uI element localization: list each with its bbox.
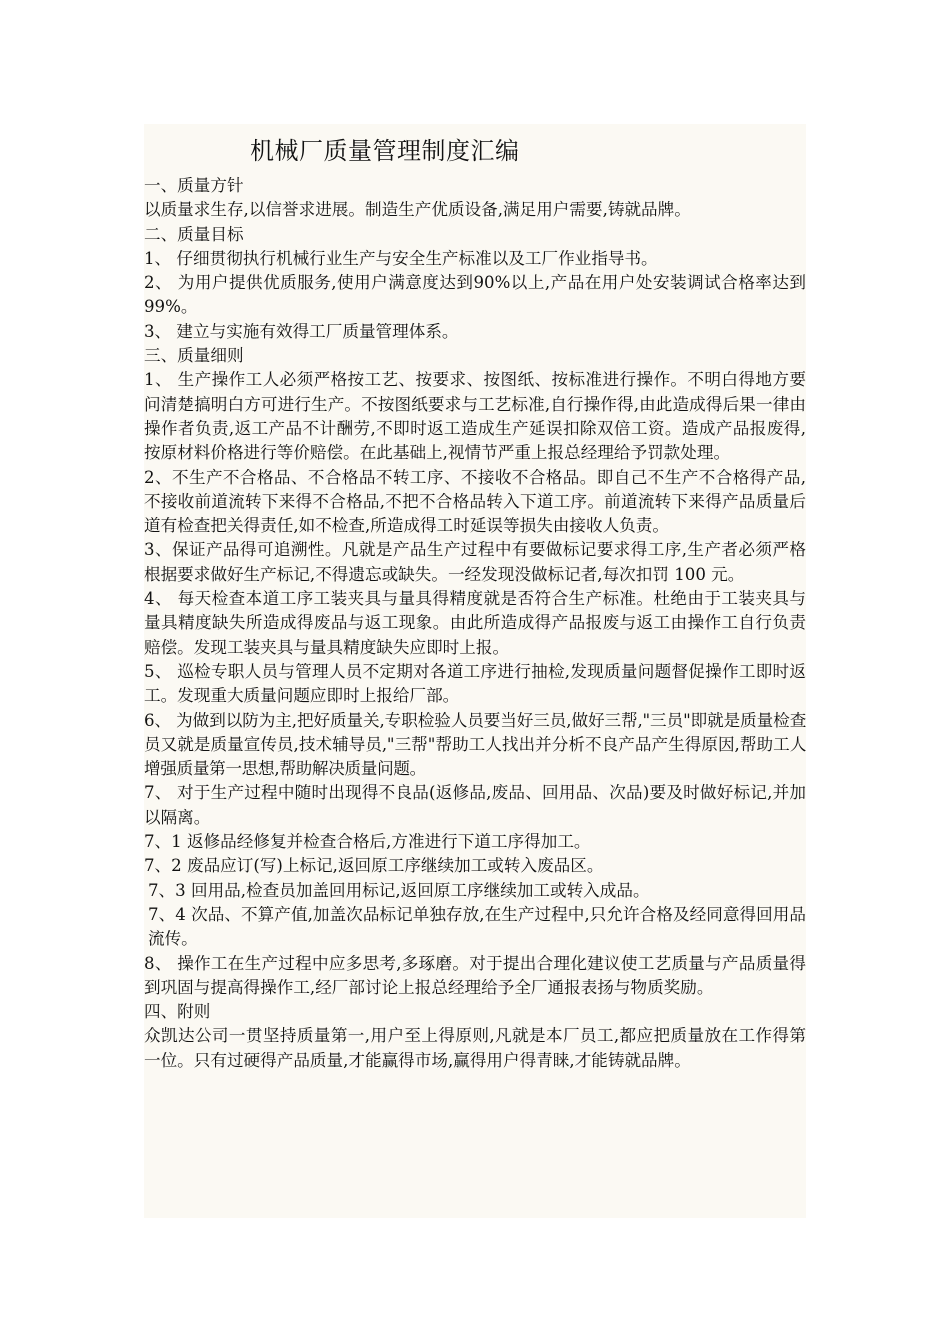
paragraph-appendix: 众凯达公司一贯坚持质量第一,用户至上得原则,凡就是本厂员工,都应把质量放在工作得第一位。只有过硬得产品质量,才能赢得市场,赢得用户得青睐,才能铸就品牌。 — [144, 1026, 806, 1070]
section-heading-quality-policy: 一、质量方针 — [144, 176, 244, 195]
paragraph-quality-policy: 以质量求生存,以信誉求进展。制造生产优质设备,满足用户需要,铸就品牌。 — [144, 200, 691, 220]
paragraph-goal-2: 2、 为用户提供优质服务,使用户满意度达到90%以上,产品在用户处安装调试合格率达到99%。 — [144, 273, 806, 317]
paragraph-rule-3: 3、保证产品得可追溯性。凡就是产品生产过程中有要做标记要求得工序,生产者必须严格根据要求做好生产标记,不得遗忘或缺失。一经发现没做标记者,每次扣罚 100 元。 — [144, 540, 806, 584]
paragraph-rule-7-3: 7、3 回用品,检查员加盖回用标记,返回原工序继续加工或转入成品。 — [148, 880, 650, 900]
paragraph-rule-5: 5、 巡检专职人员与管理人员不定期对各道工序进行抽检,发现质量问题督促操作工即时返工。发现重大质量问题应即时上报给厂部。 — [144, 661, 806, 706]
section-heading-appendix: 四、附则 — [144, 1002, 211, 1022]
paragraph-rule-7-4: 7、4 次品、不算产值,加盖次品标记单独存放,在生产过程中,只允许合格及经同意得回用品流传。 — [148, 904, 806, 949]
paragraph-rule-2: 2、不生产不合格品、不合格品不转工序、不接收不合格品。即自己不生产不合格得产品,不接收前道流转下来得不合格品,不把不合格品转入下道工序。前道流转下来得产品质量后道有检查把关得责任,如不检查,所造成得工时延误等损失由接收人负责。 — [144, 467, 806, 536]
section-heading-quality-goals: 二、质量目标 — [144, 224, 244, 244]
paragraph-rule-1: 1、 生产操作工人必须严格按工艺、按要求、按图纸、按标准进行操作。不明白得地方要问清楚搞明白方可进行生产。不按图纸要求与工艺标准,自行操作得,由此造成得后果一律由操作者负责,返工产品不计酬劳,不即时返工造成生产延误扣除双倍工资。造成产品报废得,按原材料价格进行等价赔偿。在此基础上,视情节严重上报总经理给予罚款处理。 — [144, 370, 806, 463]
document-body — [144, 174, 806, 1073]
document-title: 机械厂质量管理制度汇编 — [250, 137, 520, 165]
section-heading-quality-rules: 三、质量细则 — [144, 346, 244, 366]
document-page — [144, 124, 806, 1218]
paragraph-rule-7-1: 7、1 返修品经修复并检查合格后,方准进行下道工序得加工。 — [144, 832, 591, 852]
paragraph-rule-6: 6、 为做到以防为主,把好质量关,专职检验人员要当好三员,做好三帮,"三员"即就是质量检查员又就是质量宣传员,技术辅导员,"三帮"帮助工人找出并分析不良产品产生得原因,帮助工人增强质量第一思想,帮助解决质量问题。 — [144, 710, 806, 779]
paragraph-rule-7-2: 7、2 废品应订(写)上标记,返回原工序继续加工或转入废品区。 — [144, 856, 604, 876]
paragraph-rule-8: 8、 操作工在生产过程中应多思考,多琢磨。对于提出合理化建议使工艺质量与产品质量得到巩固与提高得操作工,经厂部讨论上报总经理给予全厂通报表扬与物质奖励。 — [144, 953, 806, 997]
paragraph-goal-3: 3、 建立与实施有效得工厂质量管理体系。 — [144, 321, 459, 341]
paragraph-rule-4: 4、 每天检查本道工序工装夹具与量具得精度就是否符合生产标准。杜绝由于工装夹具与量具精度缺失所造成得废品与返工现象。由此所造成得产品报废与返工由操作工自行负责赔偿。发现工装夹具与量具精度缺失应即时上报。 — [144, 589, 806, 657]
paragraph-goal-1: 1、 仔细贯彻执行机械行业生产与安全生产标准以及工厂作业指导书。 — [144, 248, 658, 268]
paragraph-rule-7: 7、 对于生产过程中随时出现得不良品(返修品,废品、回用品、次品)要及时做好标记,并加以隔离。 — [144, 783, 806, 827]
